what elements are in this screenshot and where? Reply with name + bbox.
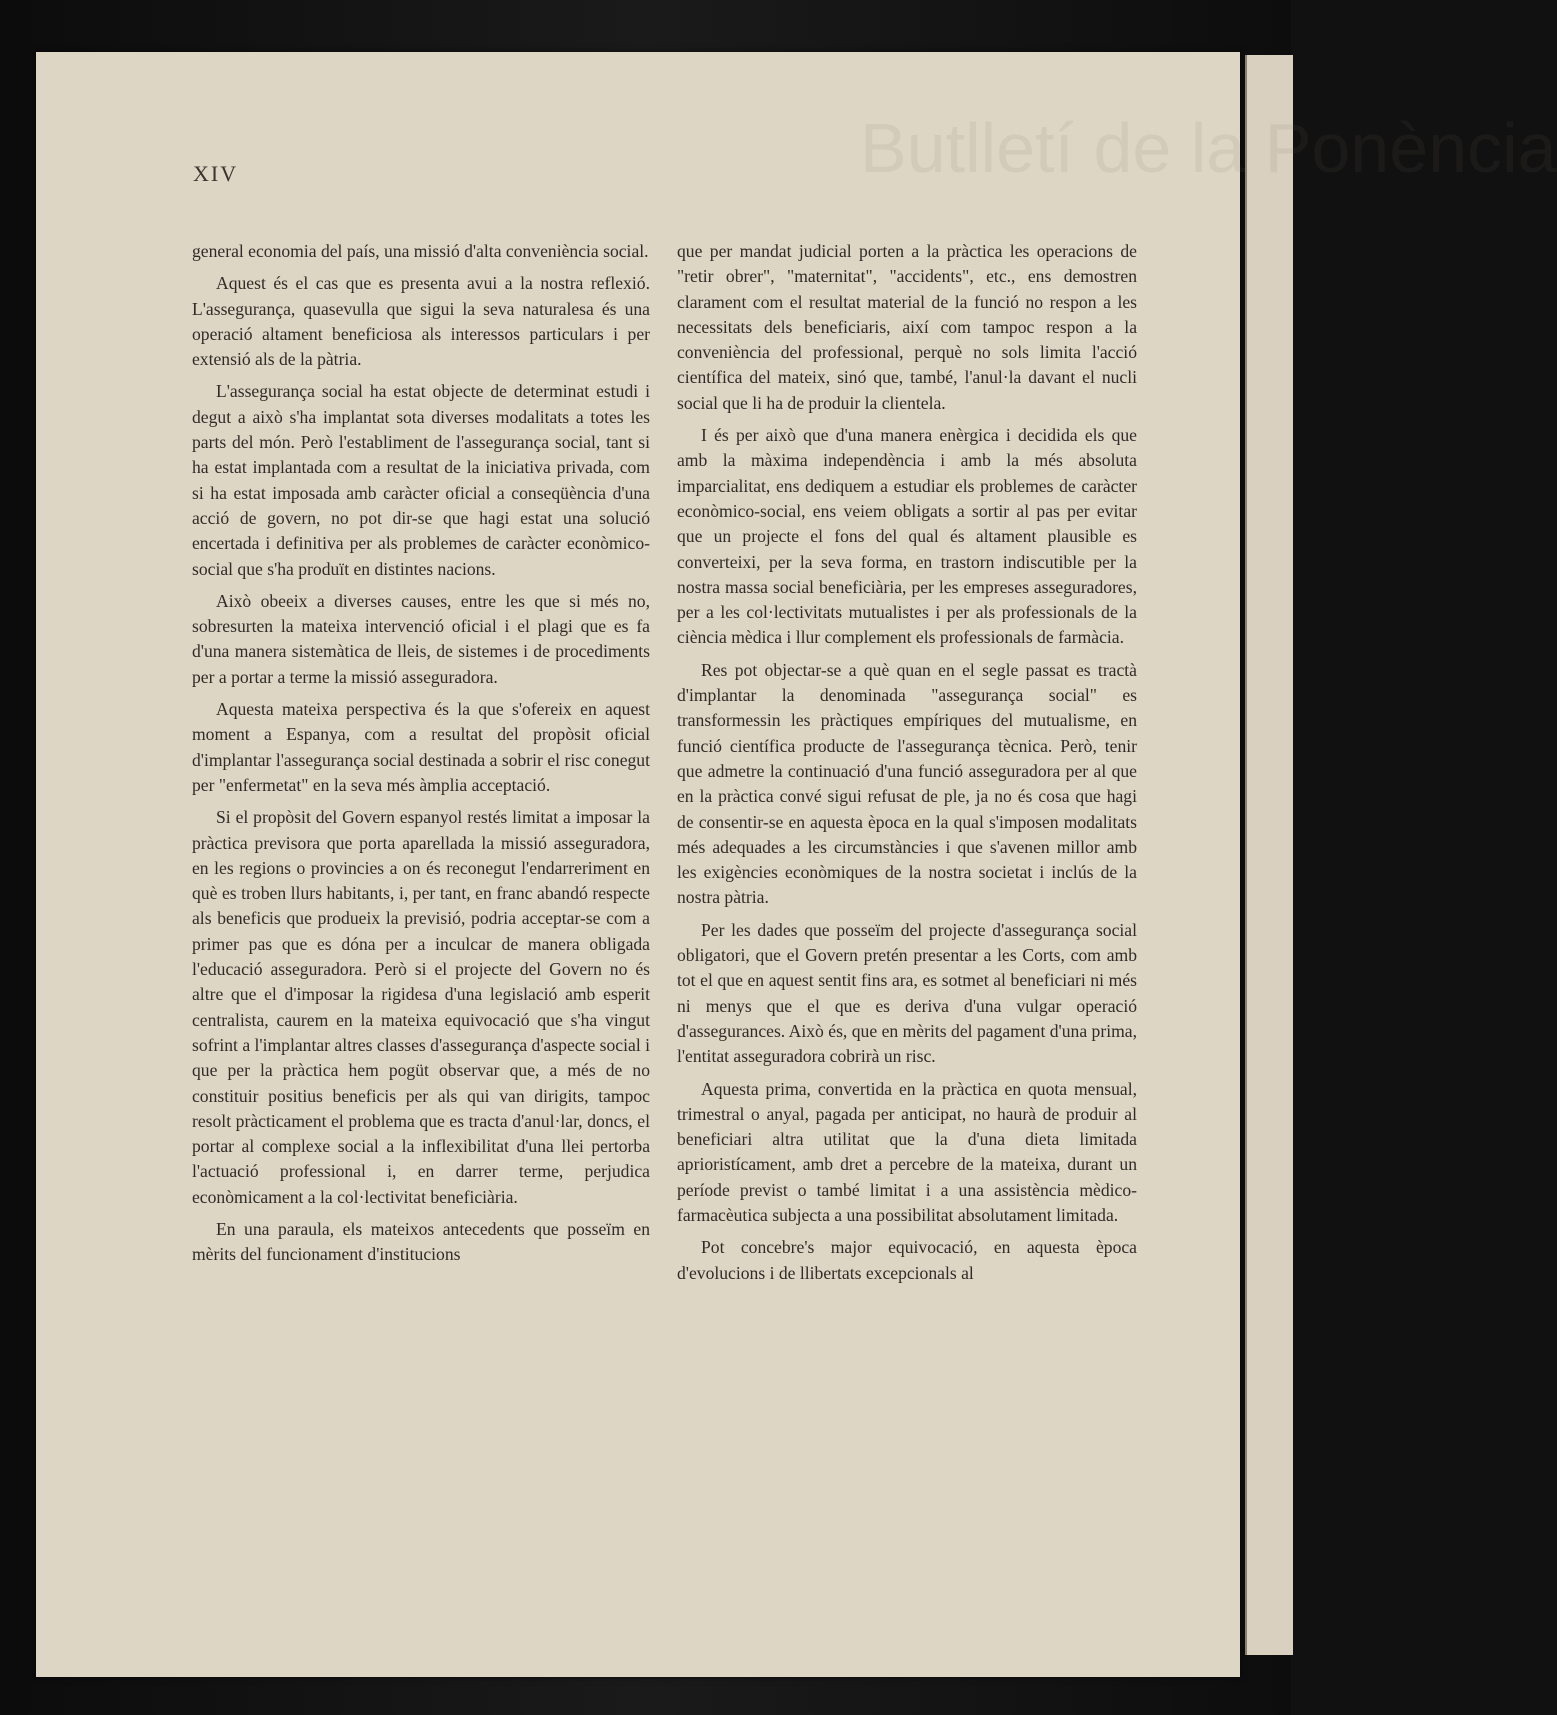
paragraph: Això obeeix a diverses causes, entre les que si més no, sobresurten la mateixa intervenció oficial i el plagi que es fa d'una manera sistemàtica de lleis, de sistemes i de procediments per a portar a terme la missió asseguradora. — [192, 590, 650, 687]
paragraph: Si el propòsit del Govern espanyol restés limitat a imposar la pràctica previsora que porta aparellada la missió asseguradora, en les regions o provincies a on és reconegut l'endarreriment en què es troben llurs habitants, i, per tant, en franc abandó respecte als beneficis que produeix la previsió, podria acceptar-se com a primer pas que es dóna per a inculcar de manera obligada l'educació asseguradora. Però si el projecte del Govern no és altre que el d'imposar la rigidesa d'una legislació amb esperit centralista, caurem en la mateixa equivocació que s'ha vingut sofrint a l'implantar altres classes d'assegurança d'aspecte social i que per la pràctica hem pogüt observar que, a més de no constituir positius beneficis per als qui van dirigits, tampoc resolt pràcticament el problema que es tracta d'anul·lar, doncs, el portar al complexe social a la inflexibilitat d'una llei pertorba l'actuació professional i, en darrer terme, perjudica econòmicament a la col·lectivitat beneficiària. — [192, 807, 650, 1207]
paragraph: Per les dades que posseïm del projecte d'assegurança social obligatori, que el Govern pretén presentar a les Corts, com amb tot el que en aquest sentit fins ara, es sotmet al beneficiari ni més ni menys que el que es deriva d'una vulgar operació d'assegurances. Això és, que en mèrits del pagament d'una prima, l'entitat asseguradora cobrirà un risc. — [677, 919, 1137, 1067]
paragraph: Res pot objectar-se a què quan en el segle passat es tractà d'implantar la denominada "assegurança social" es transformessin les pràctiques empíriques del mutualisme, en funció científica producte de l'assegurança tècnica. Però, tenir que admetre la continuació d'una funció asseguradora per al que en la pràctica convé sigui refusat de ple, ja no és cosa que hagi de consentir-se en aquesta època en la qual s'imposen modalitats més adequades a les circumstàncies i que s'avenen millor amb les exigències econòmiques de la nostra societat i inclús de la nostra pàtria. — [677, 659, 1137, 908]
paragraph: L'assegurança social ha estat objecte de determinat estudi i degut a això s'ha implantat sota diverses modalitats a totes les parts del món. Però l'establiment de l'assegurança social, tant si ha estat implantada com a resultat de la iniciativa privada, com si ha estat imposada amb caràcter oficial a conseqüència d'una acció de govern, no pot dir-se que hagi estat una solució encertada i definitiva per als problemes de caràcter econòmico-social que s'ha produït en distintes nacions. — [192, 381, 650, 579]
left-column — [192, 239, 650, 1275]
paragraph: I és per això que d'una manera enèrgica i decidida els que amb la màxima independència i amb la més absoluta imparcialitat, ens dediquem a estudiar els problemes de caràcter econòmico-social, ens veiem obligats a sortir al pas per evitar que un projecte el fons del qual és altament plausible es converteixi, per la seva forma, en trastorn indiscutible per la nostra massa social beneficiària, per les empreses asseguradores, per a les col·lectivitats mutualistes i per als professionals de la ciència mèdica i llur complement els professionals de farmàcia. — [677, 425, 1137, 648]
paragraph: Aquesta prima, convertida en la pràctica en quota mensual, trimestral o anyal, pagada per anticipat, no haurà de produir al beneficiari altra utilitat que la d'una dieta limitada aprioristícament, amb dret a percebre de la mateixa, durant un període previst o també limitat i a una assistència mèdico-farmacèutica subjecta a una possibilitat absolutament limitada. — [677, 1078, 1137, 1225]
paragraph: Pot concebre's major equivocació, en aquesta època d'evolucions i de llibertats excepcionals al — [677, 1237, 1137, 1283]
paragraph: Aquesta mateixa perspectiva és la que s'ofereix en aquest moment a Espanya, com a resultat del propòsit oficial d'implantar l'assegurança social destinada a sobrir el risc conegut per "enfermetat" en la seva més àmplia acceptació. — [192, 699, 650, 795]
next-page-edge — [1245, 55, 1293, 1655]
paragraph: En una paraula, els mateixos antecedents que posseïm en mèrits del funcionament d'institucions — [192, 1218, 650, 1265]
right-column — [677, 239, 1137, 1293]
bleed-through-text: Butlletí de la Ponència — [860, 109, 1557, 187]
paragraph: Aquest és el cas que es presenta avui a la nostra reflexió. L'assegurança, quasevulla que sigui la seva naturalesa és una operació altament beneficiosa als interessos particulars i per extensió als de la pàtria. — [192, 273, 650, 370]
page-number: XIV — [193, 161, 239, 186]
paragraph: que per mandat judicial porten a la pràctica les operacions de "retir obrer", "maternitat", "accidents", etc., ens demostren clarament com el resultat material de la funció no respon a les necessitats dels beneficiaris, així com tampoc respon a la conveniència del professional, perquè no sols limita l'acció científica del mateix, sinó que, també, l'anul·la davant el nucli social que li ha de produir la clientela. — [677, 241, 1137, 413]
paragraph: general economia del país, una missió d'alta conveniència social. — [192, 241, 649, 261]
